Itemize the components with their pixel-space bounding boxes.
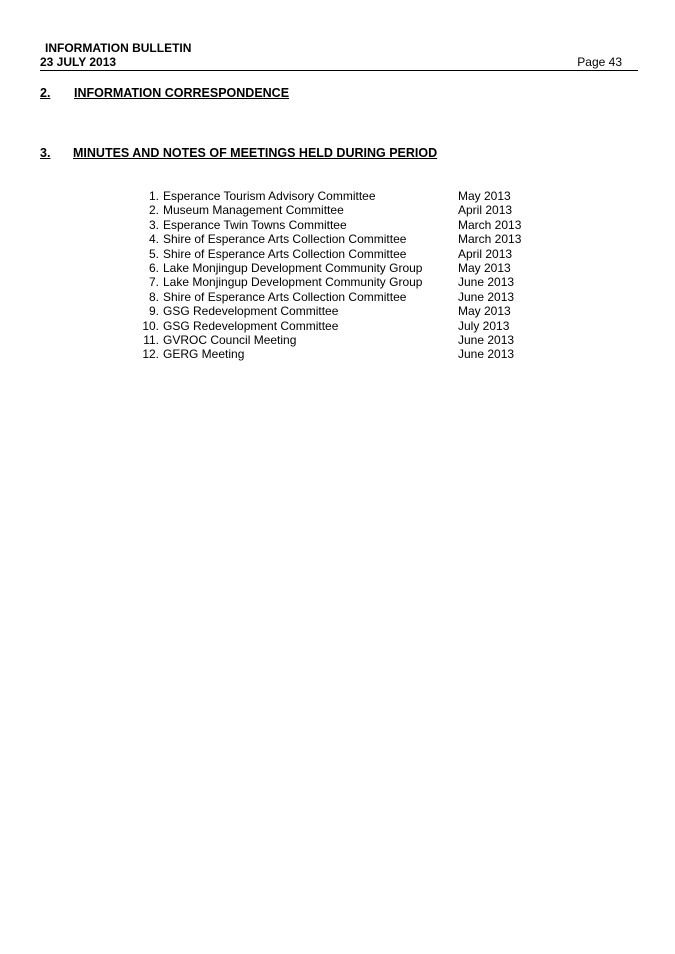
list-item <box>140 319 560 333</box>
section-title: INFORMATION CORRESPONDENCE <box>74 86 290 100</box>
section-number: 3. <box>40 146 51 160</box>
meeting-date: June 2013 <box>458 347 515 362</box>
list-item <box>140 232 560 246</box>
bulletin-title: INFORMATION BULLETIN <box>45 41 192 55</box>
meeting-name: GVROC Council Meeting <box>163 332 297 347</box>
meeting-date: April 2013 <box>458 246 513 261</box>
list-item-number: 12. <box>142 347 159 362</box>
meeting-date: April 2013 <box>458 203 513 218</box>
meeting-date: July 2013 <box>458 318 510 333</box>
list-item-number: 10. <box>142 318 159 333</box>
list-item <box>140 189 560 203</box>
section-number: 2. <box>40 86 51 100</box>
bulletin-date: 23 JULY 2013 <box>40 55 117 69</box>
list-item-number: 5. <box>148 246 159 261</box>
meeting-date: May 2013 <box>458 260 511 275</box>
list-item <box>140 347 560 361</box>
list-item <box>140 333 560 347</box>
list-item <box>140 218 560 232</box>
list-item-number: 2. <box>148 203 159 218</box>
meeting-date: March 2013 <box>458 232 522 247</box>
list-item <box>140 290 560 304</box>
page-number: Page 43 <box>577 55 622 69</box>
meeting-date: June 2013 <box>458 275 515 290</box>
list-item <box>140 261 560 275</box>
list-item-number: 11. <box>143 332 159 347</box>
section-title: MINUTES AND NOTES OF MEETINGS HELD DURING PERIOD <box>73 146 438 160</box>
list-item-number: 8. <box>148 289 159 304</box>
meeting-date: May 2013 <box>458 304 511 319</box>
meeting-name: GSG Redevelopment Committee <box>163 304 339 319</box>
meeting-name: Esperance Twin Towns Committee <box>163 217 347 232</box>
list-item-number: 3. <box>148 217 159 232</box>
meeting-name: Museum Management Committee <box>163 203 344 218</box>
list-item-number: 7. <box>148 275 159 290</box>
meeting-date: June 2013 <box>458 289 515 304</box>
list-item-number: 6. <box>148 260 159 275</box>
meeting-name: Lake Monjingup Development Community Group <box>163 275 423 290</box>
meeting-name: Esperance Tourism Advisory Committee <box>163 189 376 203</box>
list-item <box>140 203 560 217</box>
page-header <box>40 41 638 71</box>
list-item <box>140 275 560 289</box>
meeting-date: May 2013 <box>458 189 511 203</box>
meeting-name: GSG Redevelopment Committee <box>163 318 339 333</box>
meeting-name: Shire of Esperance Arts Collection Committee <box>163 289 407 304</box>
list-item-number: 1. <box>148 189 159 203</box>
meetings-list <box>140 189 560 362</box>
list-item-number: 9. <box>148 304 159 319</box>
meeting-name: Lake Monjingup Development Community Group <box>163 260 423 275</box>
meeting-date: March 2013 <box>458 217 522 232</box>
list-item <box>140 304 560 318</box>
meeting-name: Shire of Esperance Arts Collection Committee <box>163 232 407 247</box>
list-item-number: 4. <box>148 232 159 247</box>
meeting-name: GERG Meeting <box>163 347 245 362</box>
list-item <box>140 247 560 261</box>
meeting-date: June 2013 <box>458 332 515 347</box>
meeting-name: Shire of Esperance Arts Collection Committee <box>163 246 407 261</box>
